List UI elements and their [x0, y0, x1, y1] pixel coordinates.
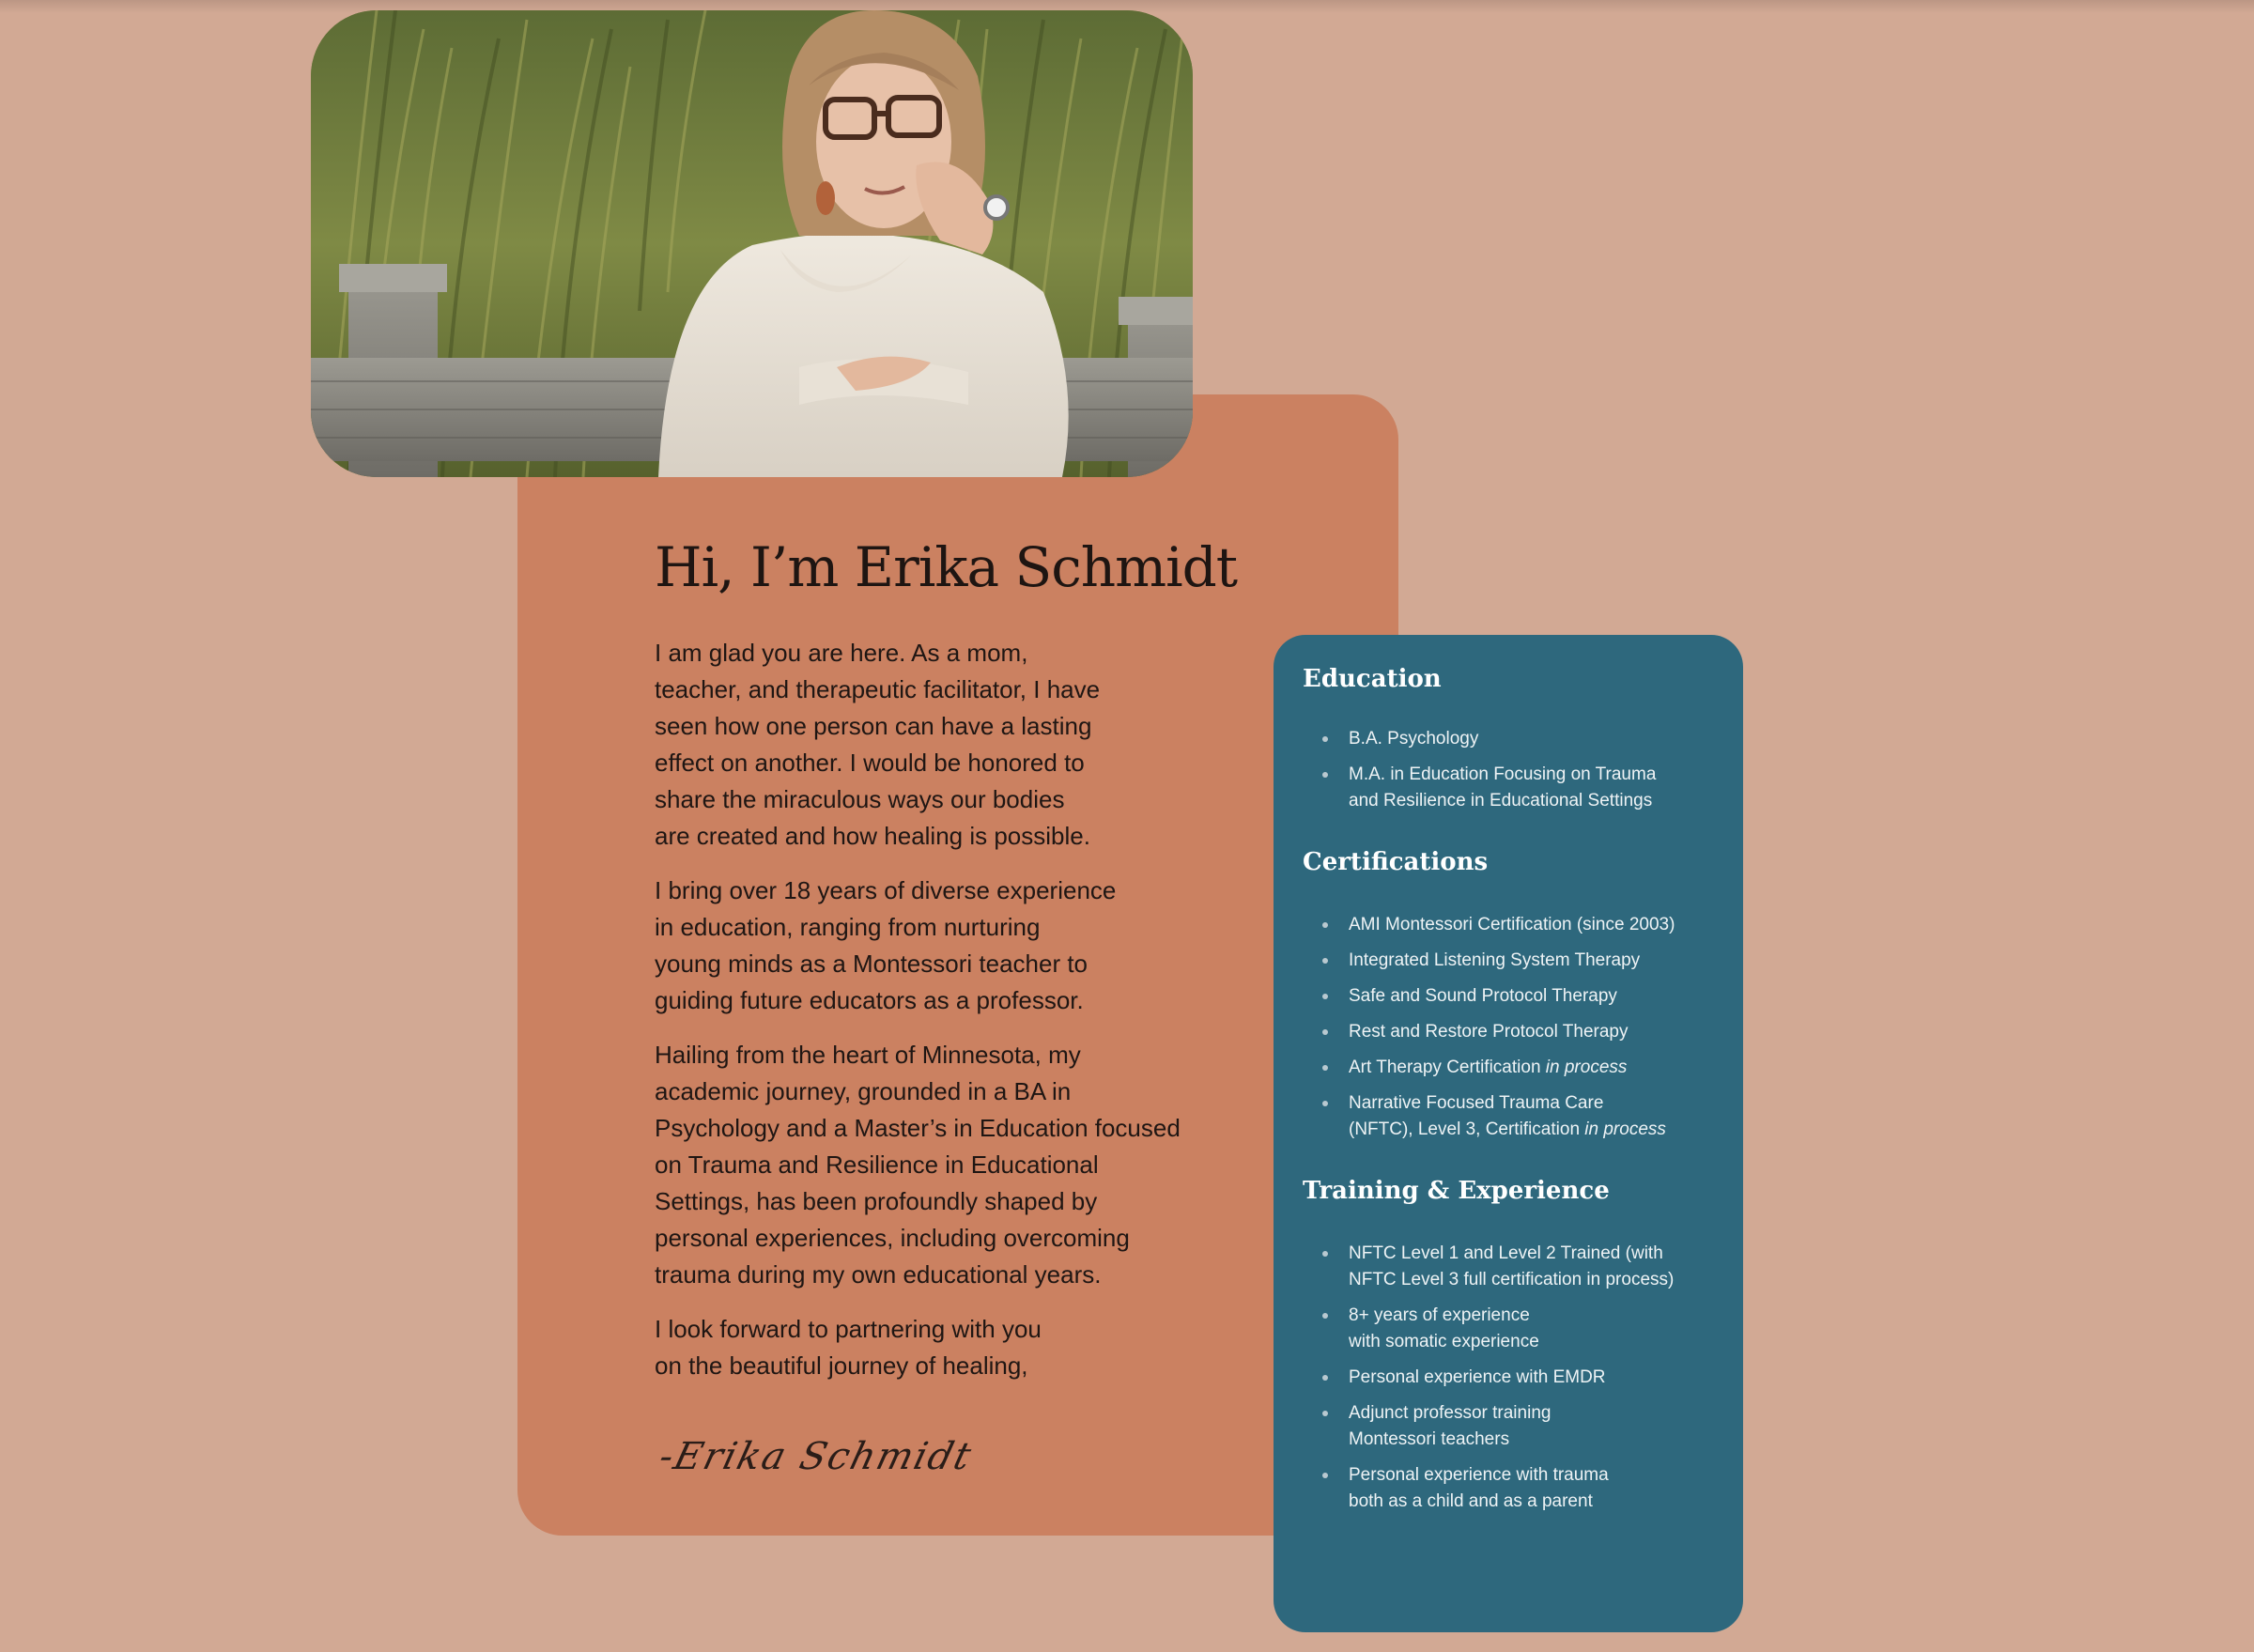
bio-line: effect on another. I would be honored to	[655, 749, 1085, 777]
page-title: Hi, I’m Erika Schmidt	[655, 535, 1238, 599]
list-item-text: Personal experience with trauma	[1349, 1465, 1609, 1485]
bio-paragraph	[655, 872, 1218, 1019]
bio-line: academic journey, grounded in a BA in	[655, 1077, 1072, 1105]
portrait-photo	[311, 10, 1193, 477]
bio-text	[655, 635, 1218, 1402]
list-item-text: AMI Montessori Certification (since 2003)	[1349, 915, 1675, 934]
list-item-text: NFTC Level 3 full certification in process)	[1349, 1270, 1675, 1289]
bio-line: are created and how healing is possible.	[655, 822, 1090, 850]
list-item	[1320, 1462, 1715, 1515]
bio-line: in education, ranging from nurturing	[655, 913, 1041, 941]
bio-line: I bring over 18 years of diverse experience	[655, 876, 1117, 904]
list-item-text: Art Therapy Certification	[1349, 1058, 1541, 1077]
list-item-text: both as a child and as a parent	[1349, 1491, 1593, 1511]
certifications-section	[1303, 846, 1715, 1143]
list-item	[1320, 1400, 1715, 1453]
credentials-card	[1274, 635, 1743, 1632]
bio-line: teacher, and therapeutic facilitator, I have	[655, 675, 1101, 703]
bio-line: Hailing from the heart of Minnesota, my	[655, 1041, 1081, 1069]
list-item-text: Personal experience with EMDR	[1349, 1367, 1606, 1387]
bio-paragraph	[655, 1311, 1218, 1384]
list-item	[1320, 726, 1715, 752]
list-item	[1320, 1055, 1715, 1081]
certifications-list	[1303, 912, 1715, 1143]
bio-line: on the beautiful journey of healing,	[655, 1351, 1028, 1380]
in-process-note: in process	[1545, 1058, 1628, 1077]
training-list	[1303, 1241, 1715, 1515]
list-item-text: Rest and Restore Protocol Therapy	[1349, 1022, 1629, 1042]
training-section	[1303, 1175, 1715, 1515]
list-item-text: M.A. in Education Focusing on Trauma	[1349, 764, 1657, 784]
bio-paragraph	[655, 635, 1218, 855]
list-item	[1320, 1241, 1715, 1293]
bio-paragraph	[655, 1037, 1218, 1293]
bio-line: Psychology and a Master’s in Education focused	[655, 1114, 1181, 1142]
list-item	[1320, 762, 1715, 814]
in-process-note: in process	[1584, 1119, 1666, 1139]
list-item	[1320, 948, 1715, 974]
list-item-text: Integrated Listening System Therapy	[1349, 950, 1641, 970]
list-item-text: NFTC Level 1 and Level 2 Trained (with	[1349, 1243, 1663, 1263]
education-section	[1303, 663, 1715, 814]
list-item-text: Montessori teachers	[1349, 1429, 1510, 1449]
education-heading: Education	[1303, 665, 1442, 693]
list-item-text: Adjunct professor training	[1349, 1403, 1552, 1423]
list-item-text: with somatic experience	[1349, 1332, 1539, 1351]
bio-line: on Trauma and Resilience in Educational	[655, 1150, 1099, 1179]
bio-line: personal experiences, including overcoming	[655, 1224, 1130, 1252]
list-item	[1320, 1303, 1715, 1355]
list-item-text: 8+ years of experience	[1349, 1305, 1530, 1325]
list-item-text: Safe and Sound Protocol Therapy	[1349, 986, 1617, 1006]
education-list	[1303, 726, 1715, 814]
bio-line: seen how one person can have a lasting	[655, 712, 1092, 740]
list-item	[1320, 1090, 1715, 1143]
list-item	[1320, 1019, 1715, 1045]
bio-line: share the miraculous ways our bodies	[655, 785, 1065, 813]
bio-line: guiding future educators as a professor.	[655, 986, 1084, 1014]
signature: -Erika Schmidt	[655, 1435, 978, 1478]
list-item	[1320, 912, 1715, 938]
list-item	[1320, 983, 1715, 1010]
certifications-heading: Certifications	[1303, 848, 1489, 876]
training-heading: Training & Experience	[1303, 1177, 1610, 1205]
bio-line: I look forward to partnering with you	[655, 1315, 1042, 1343]
bio-line: I am glad you are here. As a mom,	[655, 639, 1028, 667]
list-item-text: B.A. Psychology	[1349, 729, 1479, 749]
list-item-text: Narrative Focused Trauma Care	[1349, 1093, 1604, 1113]
bio-line: young minds as a Montessori teacher to	[655, 950, 1088, 978]
bio-line: Settings, has been profoundly shaped by	[655, 1187, 1098, 1215]
list-item	[1320, 1365, 1715, 1391]
list-item-text: (NFTC), Level 3, Certification	[1349, 1119, 1581, 1139]
bio-line: trauma during my own educational years.	[655, 1260, 1102, 1289]
list-item-text: and Resilience in Educational Settings	[1349, 791, 1653, 811]
